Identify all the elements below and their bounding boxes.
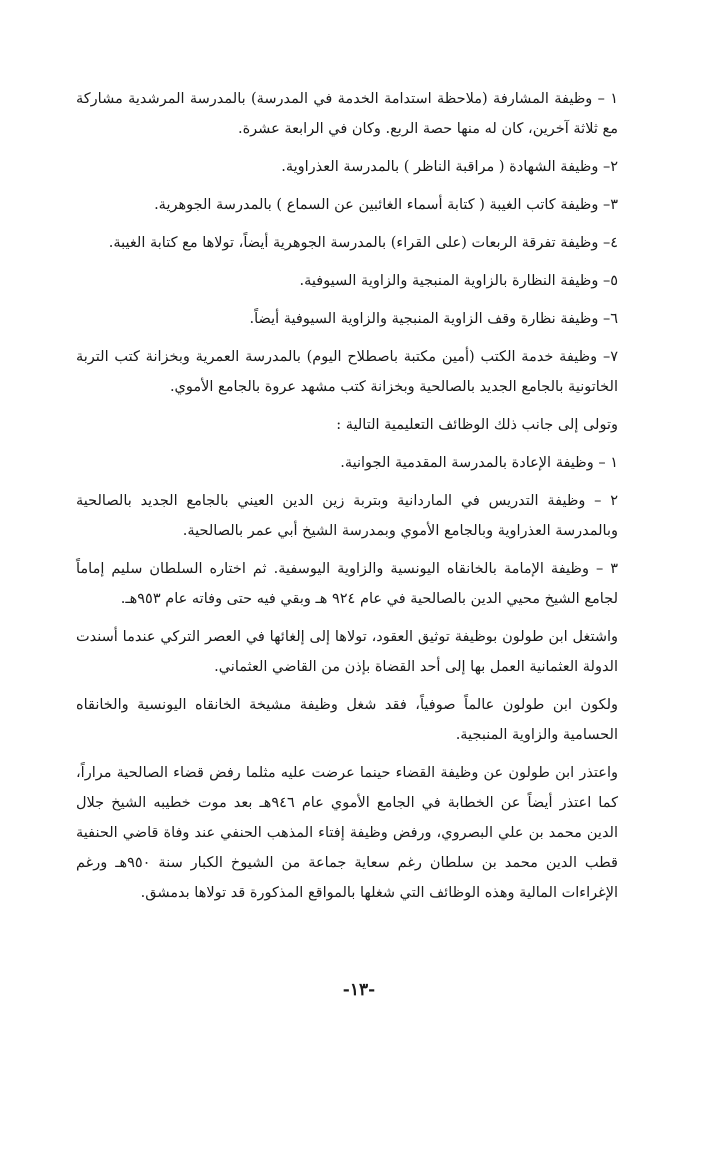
paragraph-teaching-1: ١ – وظيفة الإعادة بالمدرسة المقدمية الجوانية.: [340, 455, 618, 471]
paragraph-notary: واشتغل ابن طولون بوظيفة توثيق العقود، تولاها إلى إلغائها في العصر التركي عندما أسندت الدولة العثمانية العمل بها إلى أحد القضاة بإذن من القاضي العثماني.: [76, 629, 618, 675]
page-number: -١٣-: [342, 980, 376, 1000]
paragraph-item-5: ٥– وظيفة النظارة بالزاوية المنبجية والزاوية السيوفية.: [299, 273, 618, 289]
paragraph-item-1: ١ – وظيفة المشارفة (ملاحظة استدامة الخدمة في المدرسة) بالمدرسة المرشدية مشاركة مع ثلاثة آخرين، كان له منها حصة الربع. وكان في الرابعة عشرة.: [76, 91, 618, 137]
page-body: [76, 84, 618, 908]
paragraph-teaching-2: ٢ – وظيفة التدريس في الماردانية وبتربة زين الدين العيني بالجامع الجديد بالصالحية وبالمدرسة العذراوية وبالجامع الأموي وبمدرسة الشيخ أبي عمر بالصالحية.: [76, 493, 618, 539]
paragraph-refusals: واعتذر ابن طولون عن وظيفة القضاء حينما عرضت عليه مثلما رفض قضاء الصالحية مراراً، كما اعتذر أيضاً عن الخطابة في الجامع الأموي عام ٩٤٦هـ بعد موت خطيبه الشيخ جلال الدين محمد بن علي البصروي، ورفض وظيفة إفتاء المذهب الحنفي عند وفاة قاضي الحنفية قطب الدين محمد بن سلطان رغم سعاية جماعة من الشيوخ الكبار سنة ٩٥٠هـ ورغم الإغراءات المالية وهذه الوظائف التي شغلها بالمواقع المذكورة قد تولاها بدمشق.: [76, 765, 619, 901]
paragraph-teaching-3: ٣ – وظيفة الإمامة بالخانقاه اليونسية والزاوية اليوسفية. ثم اختاره السلطان سليم إماماً لجامع الشيخ محيي الدين بالصالحية في عام ٩٢٤ هـ وبقي فيه حتى وفاته عام ٩٥٣هـ.: [76, 561, 618, 607]
paragraph-intro-teaching: وتولى إلى جانب ذلك الوظائف التعليمية التالية :: [336, 417, 618, 433]
paragraph-item-7: ٧– وظيفة خدمة الكتب (أمين مكتبة باصطلاح اليوم) بالمدرسة العمرية وبخزانة كتب التربة الخاتونية بالجامع الجديد بالصالحية وبخزانة كتب مشهد عروة بالجامع الأموي.: [76, 349, 618, 395]
paragraph-item-6: ٦– وظيفة نظارة وقف الزاوية المنبجية والزاوية السيوفية أيضاً.: [249, 311, 618, 327]
paragraph-item-3: ٣– وظيفة كاتب الغيبة ( كتابة أسماء الغائبين عن السماع ) بالمدرسة الجوهرية.: [154, 197, 618, 213]
paragraph-item-4: ٤– وظيفة تفرقة الربعات (على القراء) بالمدرسة الجوهرية أيضاً، تولاها مع كتابة الغيبة.: [108, 235, 618, 251]
paragraph-item-2: ٢– وظيفة الشهادة ( مراقبة الناظر ) بالمدرسة العذراوية.: [281, 159, 618, 175]
paragraph-sufi: ولكون ابن طولون عالماً صوفياً، فقد شغل وظيفة مشيخة الخانقاه اليونسية والخانقاه الحسامية والزاوية المنبجية.: [76, 697, 618, 743]
